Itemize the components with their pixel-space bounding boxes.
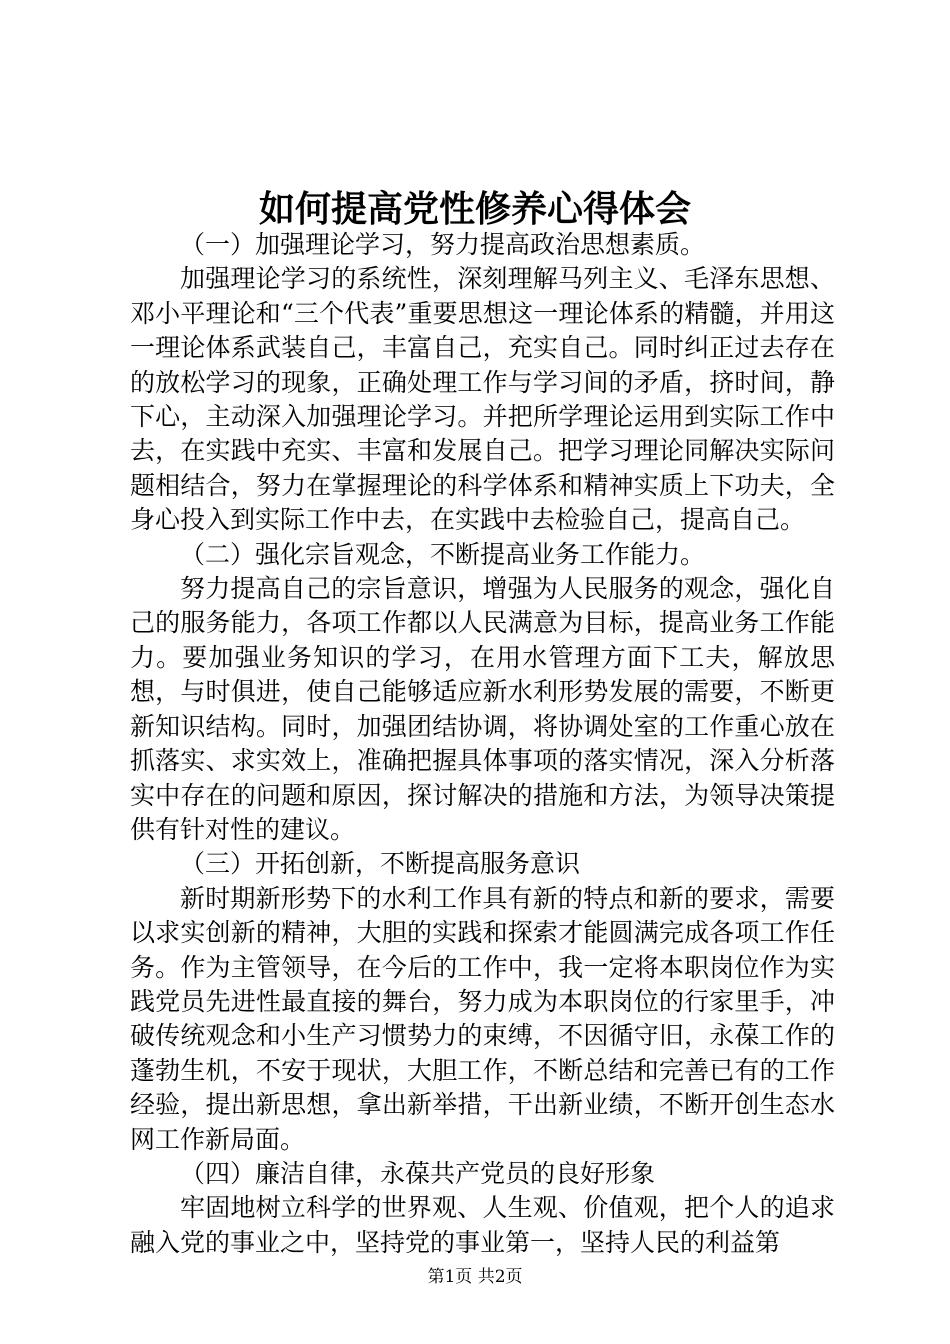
page-number-footer: 第1页 共2页 (427, 1267, 523, 1287)
body-paragraph-2: 努力提高自己的宗旨意识，增强为人民服务的观念，强化自己的服务能力，各项工作都以人民满意为目标，提高业务工作能力。要加强业务知识的学习，在用水管理方面下工夫，解放思想，与时俱进，使自己能够适应新水利形势发展的需要，不断更新知识结构。同时，加强团结协调，将协调处室的工作重心放在抓落实、求实效上，准确把握具体事项的落实情况，深入分析落实中存在的问题和原因，探讨解决的措施和方法，为领导决策提供有针对性的建议。 (130, 574, 835, 844)
section-heading-3: （三）开拓创新，不断提高服务意识 (180, 849, 581, 879)
body-paragraph-3: 新时期新形势下的水利工作具有新的特点和新的要求，需要以求实创新的精神，大胆的实践和探索才能圆满完成各项工作任务。作为主管领导，在今后的工作中，我一定将本职岗位作为实践党员先进性最直接的舞台，努力成为本职岗位的行家里手，冲破传统观念和小生产习惯势力的束缚，不因循守旧，永葆工作的蓬勃生机，不安于现状，大胆工作，不断总结和完善已有的工作经验，提出新思想，拿出新举措，干出新业绩，不断开创生态水网工作新局面。 (130, 883, 835, 1154)
document-title: 如何提高党性修养心得体会 (258, 188, 691, 230)
section-heading-4: （四）廉洁自律，永葆共产党员的良好形象 (180, 1158, 656, 1188)
body-paragraph-4: 牢固地树立科学的世界观、人生观、价值观，把个人的追求融入党的事业之中，坚持党的事业第一，坚持人民的利益第 (130, 1193, 835, 1257)
body-paragraph-1: 加强理论学习的系统性，深刻理解马列主义、毛泽东思想、邓小平理论和“三个代表”重要思想这一理论体系的精髓，并用这一理论体系武装自己，丰富自己，充实自己。同时纠正过去存在的放松学习的现象，正确处理工作与学习间的矛盾，挤时间，静下心，主动深入加强理论学习。并把所学理论运用到实际工作中去，在实践中充实、丰富和发展自己。把学习理论同解决实际问题相结合，努力在掌握理论的科学体系和精神实质上下功夫，全身心投入到实际工作中去，在实践中去检验自己，提高自己。 (130, 264, 835, 535)
section-heading-1: （一）加强理论学习，努力提高政治思想素质。 (180, 230, 706, 259)
document-body (130, 228, 835, 1260)
section-heading-2: （二）强化宗旨观念，不断提高业务工作能力。 (180, 539, 706, 569)
